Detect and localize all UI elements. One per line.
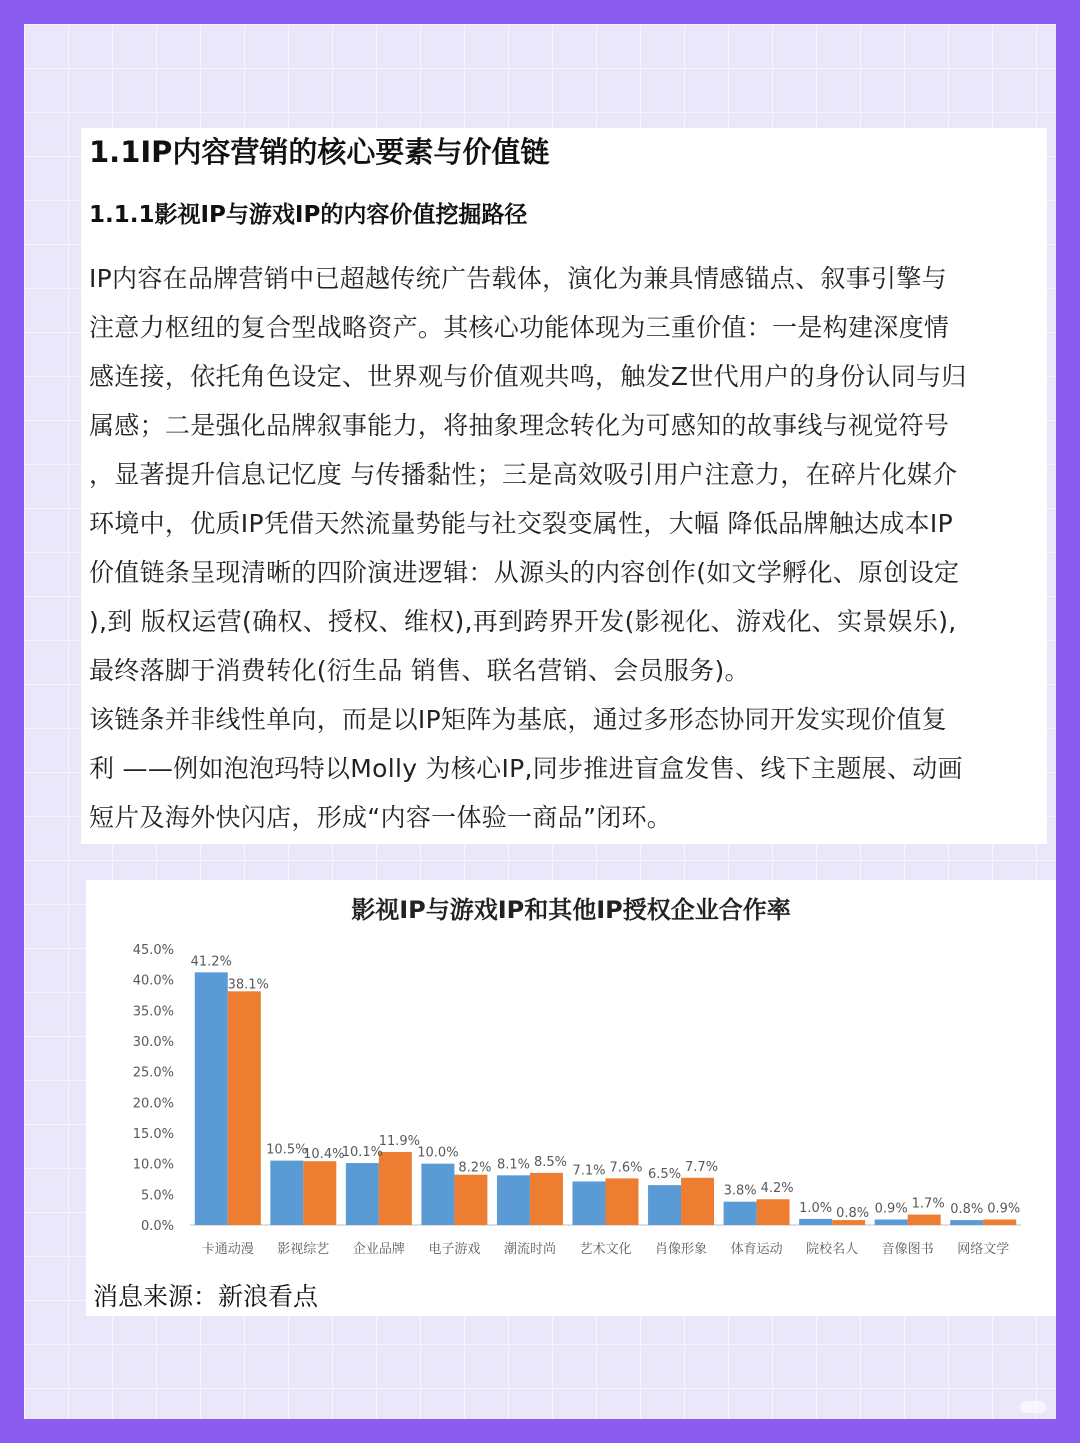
- data-label: 7.1%: [572, 1163, 606, 1179]
- bar-series-2: [908, 1215, 941, 1225]
- y-tick-label: 15.0%: [132, 1127, 174, 1142]
- bar-series-1: [799, 1219, 832, 1225]
- x-category-label: 企业品牌: [352, 1242, 405, 1257]
- bar-series-1: [875, 1219, 908, 1225]
- bar-series-1: [573, 1181, 606, 1225]
- data-label: 7.6%: [609, 1160, 643, 1176]
- x-category-label: 卡通动漫: [201, 1242, 254, 1257]
- bar-series-2: [757, 1199, 790, 1225]
- data-label: 0.9%: [987, 1201, 1021, 1217]
- x-category-label: 网络文学: [957, 1242, 1010, 1257]
- data-label: 38.1%: [227, 977, 269, 993]
- article-body: [89, 254, 1039, 842]
- x-category-label: 院校名人: [806, 1242, 859, 1257]
- data-label: 41.2%: [190, 954, 232, 970]
- y-tick-label: 10.0%: [132, 1157, 174, 1173]
- y-tick-label: 40.0%: [132, 973, 174, 989]
- watermark-badge: [1020, 1401, 1046, 1413]
- y-tick-label: 30.0%: [132, 1035, 174, 1050]
- bar-series-2: [681, 1178, 714, 1225]
- data-label: 10.4%: [303, 1147, 345, 1163]
- bar-series-2: [454, 1175, 487, 1225]
- body-line: 该链条并非线性单向，而是以IP矩阵为基底，通过多形态协同开发实现价值复: [89, 705, 947, 734]
- bar-series-1: [270, 1161, 303, 1225]
- bar-series-2: [228, 991, 261, 1225]
- body-line: 环境中，优质IP凭借天然流量势能与社交裂变属性，大幅 降低品牌触达成本IP: [89, 509, 953, 538]
- x-category-label: 影视综艺: [277, 1242, 330, 1257]
- bar-series-2: [379, 1152, 412, 1225]
- body-line: 属感；二是强化品牌叙事能力，将抽象理念转化为可感知的故事线与视觉符号: [89, 411, 950, 440]
- x-category-label: 艺术文化: [579, 1242, 632, 1257]
- chart-title: 影视IP与游戏IP和其他IP授权企业合作率: [351, 896, 791, 924]
- data-label: 1.7%: [911, 1196, 945, 1212]
- body-line: ),到 版权运营(确权、授权、维权),再到跨界开发(影视化、游戏化、实景娱乐),: [89, 607, 957, 636]
- body-line: 短片及海外快闪店，形成“内容一体验一商品”闭环。: [89, 803, 673, 832]
- data-label: 0.9%: [874, 1201, 908, 1217]
- data-label: 3.8%: [723, 1183, 757, 1199]
- data-label: 8.5%: [533, 1154, 567, 1170]
- data-label: 10.5%: [266, 1142, 308, 1158]
- y-tick-label: 0.0%: [140, 1219, 174, 1234]
- x-category-label: 肖像形象: [655, 1242, 708, 1257]
- source-note: 消息来源：新浪看点: [93, 1282, 319, 1311]
- data-label: 10.1%: [341, 1145, 384, 1161]
- data-label: 11.9%: [378, 1134, 421, 1150]
- data-label: 1.0%: [799, 1200, 833, 1216]
- chart-card: [86, 880, 1056, 1316]
- data-label: 8.1%: [496, 1157, 530, 1173]
- y-tick-label: 45.0%: [132, 943, 174, 958]
- x-category-label: 体育运动: [730, 1242, 783, 1257]
- bar-chart: [86, 880, 1056, 1316]
- x-category-label: 潮流时尚: [503, 1242, 556, 1257]
- body-line: 感连接，依托角色设定、世界观与价值观共鸣，触发Z世代用户的身份认同与归: [89, 362, 967, 391]
- data-label: 7.7%: [685, 1159, 719, 1175]
- bar-series-2: [303, 1161, 336, 1225]
- x-category-label: 音像图书: [881, 1242, 934, 1257]
- data-label: 6.5%: [648, 1167, 682, 1183]
- body-line: 最终落脚于消费转化(衍生品 销售、联名营销、会员服务)。: [89, 656, 750, 685]
- article-card: [81, 128, 1047, 844]
- x-category-label: 电子游戏: [428, 1242, 481, 1257]
- body-line: ，显著提升信息记忆度 与传播黏性；三是高效吸引用户注意力，在碎片化媒介: [89, 460, 958, 489]
- subsection-title: 1.1.1影视IP与游戏IP的内容价值挖掘路径: [89, 202, 528, 228]
- bar-series-1: [950, 1220, 983, 1225]
- page-frame: [24, 24, 1056, 1419]
- y-tick-label: 25.0%: [132, 1065, 174, 1081]
- body-line: 注意力枢纽的复合型战略资产。其核心功能体现为三重价值：一是构建深度情: [89, 313, 950, 342]
- bar-series-1: [346, 1163, 379, 1225]
- bar-series-2: [606, 1178, 639, 1225]
- bar-series-1: [724, 1202, 757, 1225]
- body-line: 价值链条呈现清晰的四阶演进逻辑：从源头的内容创作(如文学孵化、原创设定: [89, 558, 960, 587]
- bar-series-2: [983, 1219, 1016, 1225]
- bar-series-2: [530, 1173, 563, 1225]
- bar-series-1: [648, 1185, 681, 1225]
- bar-series-1: [421, 1164, 454, 1225]
- y-tick-label: 20.0%: [132, 1096, 174, 1112]
- y-tick-label: 5.0%: [140, 1188, 174, 1204]
- data-label: 0.8%: [950, 1202, 984, 1218]
- data-label: 0.8%: [836, 1206, 870, 1222]
- data-label: 10.0%: [417, 1145, 459, 1161]
- bar-series-1: [497, 1175, 530, 1225]
- data-label: 4.2%: [760, 1181, 794, 1197]
- data-label: 8.2%: [458, 1160, 492, 1176]
- body-line: IP内容在品牌营销中已超越传统广告载体，演化为兼具情感锚点、叙事引擎与: [89, 264, 947, 293]
- y-tick-label: 35.0%: [132, 1004, 174, 1020]
- body-line: 利 ——例如泡泡玛特以Molly 为核心IP,同步推进盲盒发售、线下主题展、动画: [89, 754, 963, 783]
- section-title: 1.1IP内容营销的核心要素与价值链: [89, 135, 550, 169]
- bar-series-1: [195, 972, 228, 1225]
